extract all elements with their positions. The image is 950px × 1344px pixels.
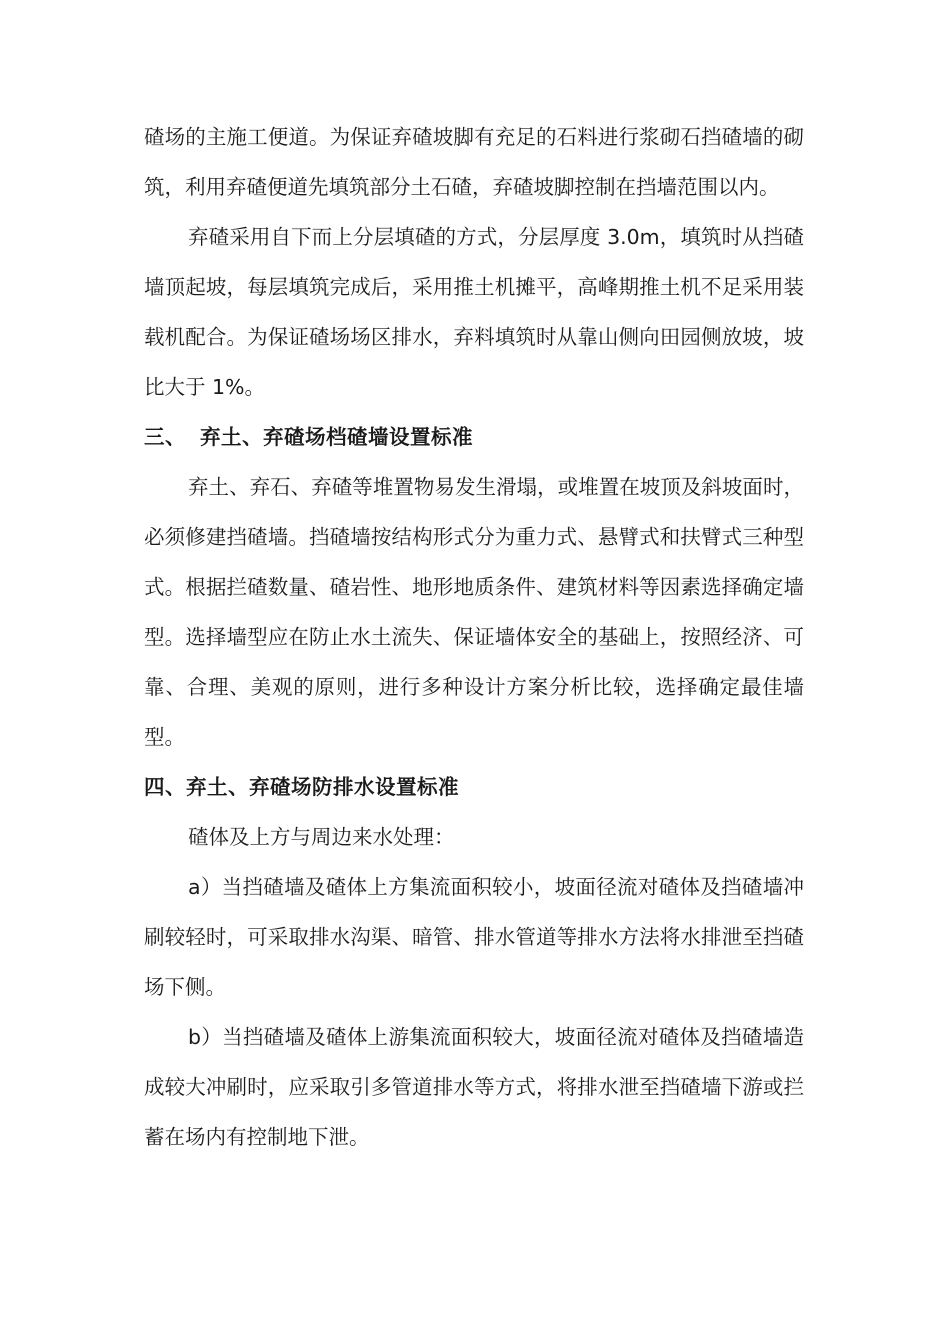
- section-heading-3: [144, 412, 804, 462]
- paragraph-item-b: b）当挡碴墙及碴体上游集流面积较大，坡面径流对碴体及挡碴墙造成较大冲刷时，应采取引多管道排水等方式，将排水泄至挡碴墙下游或拦蓄在场内有控制地下泄。: [144, 1025, 804, 1149]
- section-number-3: 三、: [144, 425, 186, 449]
- document-body: [144, 112, 804, 1162]
- paragraph-water-handling: 碴体及上方与周边来水处理：: [188, 825, 455, 849]
- section-title-3: 弃土、弃碴场档碴墙设置标准: [200, 425, 473, 449]
- paragraph-retaining-wall: 弃土、弃石、弃碴等堆置物易发生滑塌，或堆置在坡顶及斜坡面时，必须修建挡碴墙。挡碴墙按结构形式分为重力式、悬臂式和扶臂式三种型式。根据拦碴数量、碴岩性、地形地质条件、建筑材料等因素选择确定墙型。选择墙型应在防止水土流失、保证墙体安全的基础上，按照经济、可靠、合理、美观的原则，进行多种设计方案分析比较，选择确定最佳墙型。: [144, 475, 804, 749]
- paragraph-continuation: 碴场的主施工便道。为保证弃碴坡脚有充足的石料进行浆砌石挡碴墙的砌筑，利用弃碴便道先填筑部分土石碴，弃碴坡脚控制在挡墙范围以内。: [144, 125, 804, 199]
- section-heading-4: 四、弃土、弃碴场防排水设置标准: [144, 775, 459, 799]
- paragraph-item-a: a）当挡碴墙及碴体上方集流面积较小，坡面径流对碴体及挡碴墙冲刷较轻时，可采取排水沟渠、暗管、排水管道等排水方法将水排泄至挡碴场下侧。: [144, 875, 804, 999]
- paragraph-fill-method: 弃碴采用自下而上分层填碴的方式，分层厚度 3.0m，填筑时从挡碴墙顶起坡，每层填筑完成后，采用推土机摊平，高峰期推土机不足采用装载机配合。为保证碴场场区排水，弃料填筑时从靠山侧向田园侧放坡，坡比大于 1%。: [144, 225, 804, 399]
